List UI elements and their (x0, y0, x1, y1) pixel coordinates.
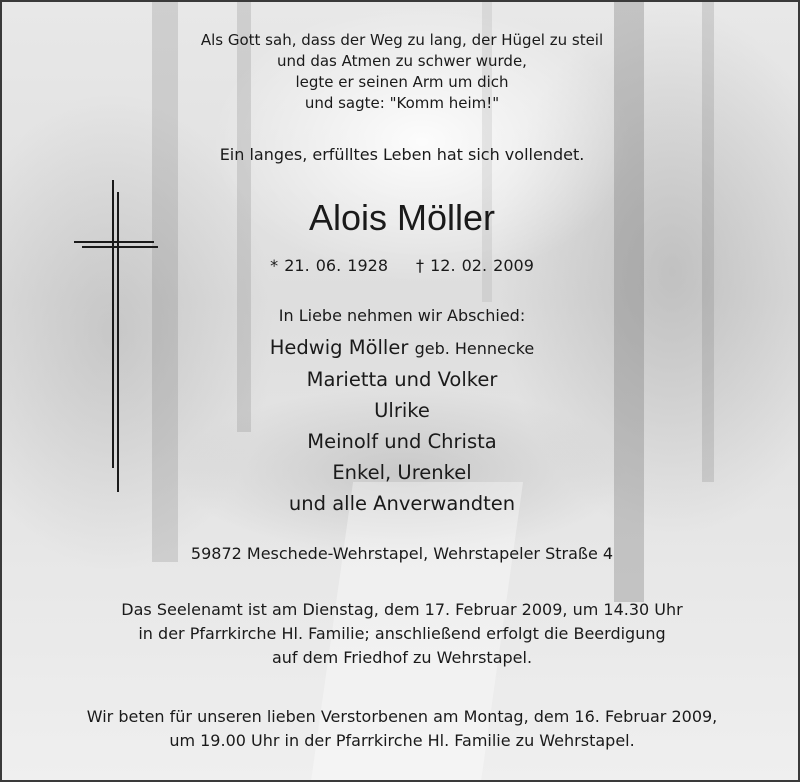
deceased-name: Alois Möller (308, 197, 496, 238)
death-date: † 12. 02. 2009 (416, 256, 534, 275)
requiem-line: auf dem Friedhof zu Wehrstapel. (271, 648, 533, 667)
prayer-line: um 19.00 Uhr in der Pfarrkirche Hl. Familie zu Wehrstapel. (169, 731, 635, 750)
family-member: Enkel, Urenkel (332, 461, 472, 484)
poem (2, 30, 800, 114)
widow-maiden-name: geb. Hennecke (414, 339, 535, 358)
family-list (2, 332, 800, 519)
family-member: Ulrike (374, 399, 430, 422)
family-member: Meinolf und Christa (307, 430, 497, 453)
family-member (2, 332, 800, 364)
birth-date: * 21. 06. 1928 (270, 256, 388, 275)
prayer-info (2, 705, 800, 753)
poem-line: Als Gott sah, dass der Weg zu lang, der Hügel zu steil (200, 31, 604, 49)
poem-line: legte er seinen Arm um dich (295, 73, 509, 91)
family-member: Marietta und Volker (306, 368, 498, 391)
life-dates (2, 255, 800, 277)
requiem-line: in der Pfarrkirche Hl. Familie; anschließend erfolgt die Beerdigung (138, 624, 666, 643)
address: 59872 Meschede-Wehrstapel, Wehrstapeler Straße 4 (190, 544, 614, 563)
prayer-line: Wir beten für unseren lieben Verstorbenen am Montag, dem 16. Februar 2009, (86, 707, 718, 726)
poem-line: und das Atmen zu schwer wurde, (277, 52, 527, 70)
poem-line: und sagte: "Komm heim!" (304, 94, 500, 112)
requiem-line: Das Seelenamt ist am Dienstag, dem 17. Februar 2009, um 14.30 Uhr (121, 600, 683, 619)
family-member: und alle Anverwandten (288, 492, 516, 515)
life-sentence: Ein langes, erfülltes Leben hat sich vollendet. (219, 145, 585, 164)
farewell-intro: In Liebe nehmen wir Abschied: (278, 306, 526, 325)
widow-name: Hedwig Möller (269, 336, 409, 359)
cross-horizontal-line (82, 246, 158, 248)
requiem-info (2, 598, 800, 670)
